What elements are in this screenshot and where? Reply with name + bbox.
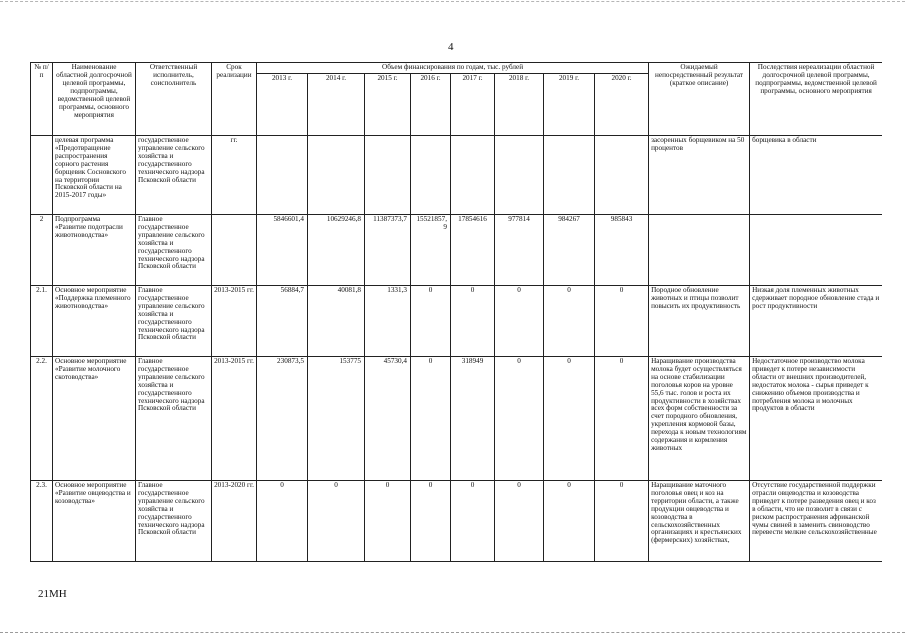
header-year: 2020 г. xyxy=(595,73,649,135)
top-scan-edge xyxy=(0,1,905,3)
cell-value: 56884,7 xyxy=(257,285,308,356)
cell-result xyxy=(649,214,750,285)
cell-result: Породное обновление животных и птицы позволит повысить их продуктивность xyxy=(649,285,750,356)
header-year: 2016 г. xyxy=(411,73,451,135)
bottom-scan-edge xyxy=(0,632,905,634)
header-consequence: Последствия нереализации областной долгосрочной целевой программы, подпрограммы, ведомственной целевой программы, основного мероприятия xyxy=(750,63,882,136)
cell-result: Наращивание производства молока будет осуществляться на основе стабилизации поголовья коров на уровне 55,6 тыс. голов и роста их продуктивности в хозяйствах всех форм собственности за счет породного обновления, укрепления кормовой базы, перехода к новым технологиям содержания и кормления животных xyxy=(649,356,750,480)
cell-value xyxy=(595,135,649,214)
cell-value xyxy=(495,135,544,214)
cell-executor: государственное управление сельского хозяйства и государственного технического надзора Псковской области xyxy=(136,135,212,214)
cell-value: 0 xyxy=(365,480,411,561)
cell-value: 0 xyxy=(595,285,649,356)
cell-term: гг. xyxy=(212,135,257,214)
cell-value xyxy=(451,135,495,214)
header-year: 2013 г. xyxy=(257,73,308,135)
cell-executor: Главное государственное управление сельского хозяйства и государственного технического надзора Псковской области xyxy=(136,356,212,480)
cell-name: целевая программа «Предотвращение распространения сорного растения борщевик Сосновского на территории Псковской области на 2015-2017 годы» xyxy=(53,135,136,214)
header-result: Ожидаемый непосредственный результат (краткое описание) xyxy=(649,63,750,136)
table-row xyxy=(31,356,883,480)
cell-term xyxy=(212,214,257,285)
cell-value xyxy=(308,135,365,214)
cell-value: 0 xyxy=(257,480,308,561)
cell-value xyxy=(365,135,411,214)
cell-value: 0 xyxy=(544,480,595,561)
financing-table xyxy=(30,62,882,562)
cell-result: засоренных борщевиком на 50 процентов xyxy=(649,135,750,214)
table-row xyxy=(31,214,883,285)
cell-value: 985843 xyxy=(595,214,649,285)
cell-result: Наращивание маточного поголовья овец и коз на территории области, а также продукции овцеводства и козоводства в сельскохозяйственных организациях и крестьянских (фермерских) хозяйствах, xyxy=(649,480,750,561)
cell-consequence: Недостаточное производство молока приведет к потере независимости области от внешних производителей, недостаток молока - сырья приведет к снижению объемов производства и потребления молока и молочных продуктов в области xyxy=(750,356,882,480)
cell-value xyxy=(544,135,595,214)
cell-value: 0 xyxy=(495,356,544,480)
table-row xyxy=(31,285,883,356)
cell-consequence: Низкая доля племенных животных сдерживает породное обновление стада и рост продуктивности xyxy=(750,285,882,356)
cell-name: Основное мероприятие «Развитие овцеводства и козоводства» xyxy=(53,480,136,561)
cell-value: 1331,3 xyxy=(365,285,411,356)
cell-value: 0 xyxy=(451,285,495,356)
cell-value: 977814 xyxy=(495,214,544,285)
cell-value: 17854616 xyxy=(451,214,495,285)
cell-name: Основное мероприятие «Поддержка племенного животноводства» xyxy=(53,285,136,356)
header-year: 2015 г. xyxy=(365,73,411,135)
cell-consequence: борщевика в области xyxy=(750,135,882,214)
cell-consequence: Отсутствие государственной поддержки отрасли овцеводства и козоводства приведет к потере разведения овец и коз в области, что не позволит в связи с риском распространения африканской чумы свиней в заменить свиноводство перевести мелкие сельскохозяйственные xyxy=(750,480,882,561)
header-row-1 xyxy=(31,63,883,74)
cell-term: 2013-2015 гг. xyxy=(212,285,257,356)
cell-value: 0 xyxy=(411,356,451,480)
header-num: № п/п xyxy=(31,63,53,136)
cell-value: 0 xyxy=(595,356,649,480)
cell-value xyxy=(411,135,451,214)
header-year: 2017 г. xyxy=(451,73,495,135)
cell-num: 2.2. xyxy=(31,356,53,480)
cell-value: 40081,8 xyxy=(308,285,365,356)
table-row xyxy=(31,480,883,561)
cell-executor: Главное государственное управление сельского хозяйства и государственного технического надзора Псковской области xyxy=(136,285,212,356)
cell-value: 318949 xyxy=(451,356,495,480)
cell-term: 2013-2020 гг. xyxy=(212,480,257,561)
cell-num: 2 xyxy=(31,214,53,285)
table-row xyxy=(31,135,883,214)
cell-name: Подпрограмма «Развитие подотрасли животноводства» xyxy=(53,214,136,285)
cell-num xyxy=(31,135,53,214)
cell-value xyxy=(257,135,308,214)
cell-value: 11387373,7 xyxy=(365,214,411,285)
cell-value: 230873,5 xyxy=(257,356,308,480)
cell-value: 0 xyxy=(451,480,495,561)
cell-num: 2.1. xyxy=(31,285,53,356)
cell-value: 10629246,8 xyxy=(308,214,365,285)
cell-name: Основное мероприятие «Развитие молочного скотоводства» xyxy=(53,356,136,480)
page-number: 4 xyxy=(448,41,454,53)
cell-value: 984267 xyxy=(544,214,595,285)
footer-code: 21МН xyxy=(38,588,67,600)
header-name: Наименование областной долгосрочной целевой программы, подпрограммы, ведомственной целевой программы, основного мероприятия xyxy=(53,63,136,136)
cell-executor: Главное государственное управление сельского хозяйства и государственного технического надзора Псковской области xyxy=(136,214,212,285)
cell-value: 5846601,4 xyxy=(257,214,308,285)
cell-term: 2013-2015 гг. xyxy=(212,356,257,480)
header-financing: Объем финансирования по годам, тыс. рублей xyxy=(257,63,649,74)
cell-value: 0 xyxy=(495,285,544,356)
header-term: Срок реализации xyxy=(212,63,257,136)
cell-value: 15521857,9 xyxy=(411,214,451,285)
cell-value: 0 xyxy=(544,356,595,480)
cell-num: 2.3. xyxy=(31,480,53,561)
cell-value: 0 xyxy=(595,480,649,561)
header-year: 2014 г. xyxy=(308,73,365,135)
cell-value: 153775 xyxy=(308,356,365,480)
header-year: 2018 г. xyxy=(495,73,544,135)
financing-table-container xyxy=(30,62,882,590)
header-executor: Ответственный исполнитель, соисполнитель xyxy=(136,63,212,136)
cell-value: 45730,4 xyxy=(365,356,411,480)
cell-value: 0 xyxy=(495,480,544,561)
cell-value: 0 xyxy=(411,480,451,561)
cell-value: 0 xyxy=(411,285,451,356)
header-year: 2019 г. xyxy=(544,73,595,135)
cell-executor: Главное государственное управление сельского хозяйства и государственного технического надзора Псковской области xyxy=(136,480,212,561)
cell-consequence xyxy=(750,214,882,285)
cell-value: 0 xyxy=(544,285,595,356)
cell-value: 0 xyxy=(308,480,365,561)
